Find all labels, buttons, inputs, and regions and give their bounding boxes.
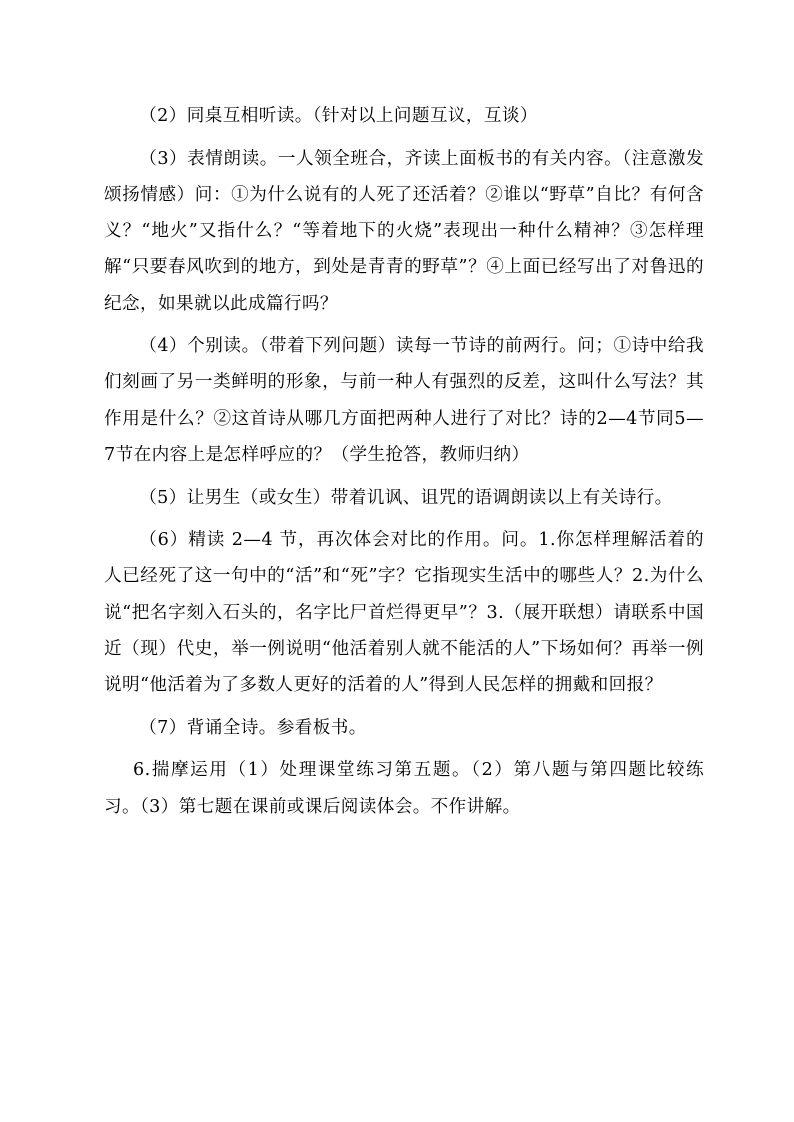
- paragraph-7: （7）背诵全诗。参看板书。: [139, 717, 367, 738]
- document-page: [104, 98, 704, 831]
- paragraph-3: （3）表情朗读。一人领全班合，齐读上面板书的有关内容。（注意激发颂扬情感）问：①为什么说有的人死了还活着？②谁以“野草”自比？有何含义？“地火”又指什么？“等着地下的火烧”表现出一种什么精神？③怎样理解“只要春风吹到的地方，到处是青青的野草”？④上面已经写出了对鲁迅的纪念，如果就以此成篇行吗？: [104, 148, 704, 314]
- paragraph-4: （4）个别读。（带着下列问题）读每一节诗的前两行。问；①诗中给我们刻画了另一类鲜明的形象，与前一种人有强烈的反差，这叫什么写法？其作用是什么？②这首诗从哪几方面把两种人进行了对比？诗的2—4节同5—7节在内容上是怎样呼应的？（学生抢答，教师归纳）: [104, 336, 704, 465]
- paragraph-practice: 6.揣摩运用（1）处理课堂练习第五题。（2）第八题与第四题比较练习。（3）第七题在课前或课后阅读体会。不作讲解。: [104, 760, 704, 817]
- paragraph-2: （2）同桌互相听读。（针对以上问题互议，互谈）: [139, 106, 538, 126]
- paragraph-6: （6）精读 2—4 节，再次体会对比的作用。问。1.你怎样理解活着的人已经死了这一句中的“活”和“死”字？它指现实生活中的哪些人？2.为什么说“把名字刻入石头的，名字比尸首烂得更早”？3.（展开联想）请联系中国近（现）代史，举一例说明“他活着别人就不能活的人”下场如何？再举一例说明“他活着为了多数人更好的活着的人”得到人民怎样的拥戴和回报？: [104, 530, 704, 696]
- paragraph-5: （5）让男生（或女生）带着讥讽、诅咒的语调朗读以上有关诗行。: [139, 487, 673, 508]
